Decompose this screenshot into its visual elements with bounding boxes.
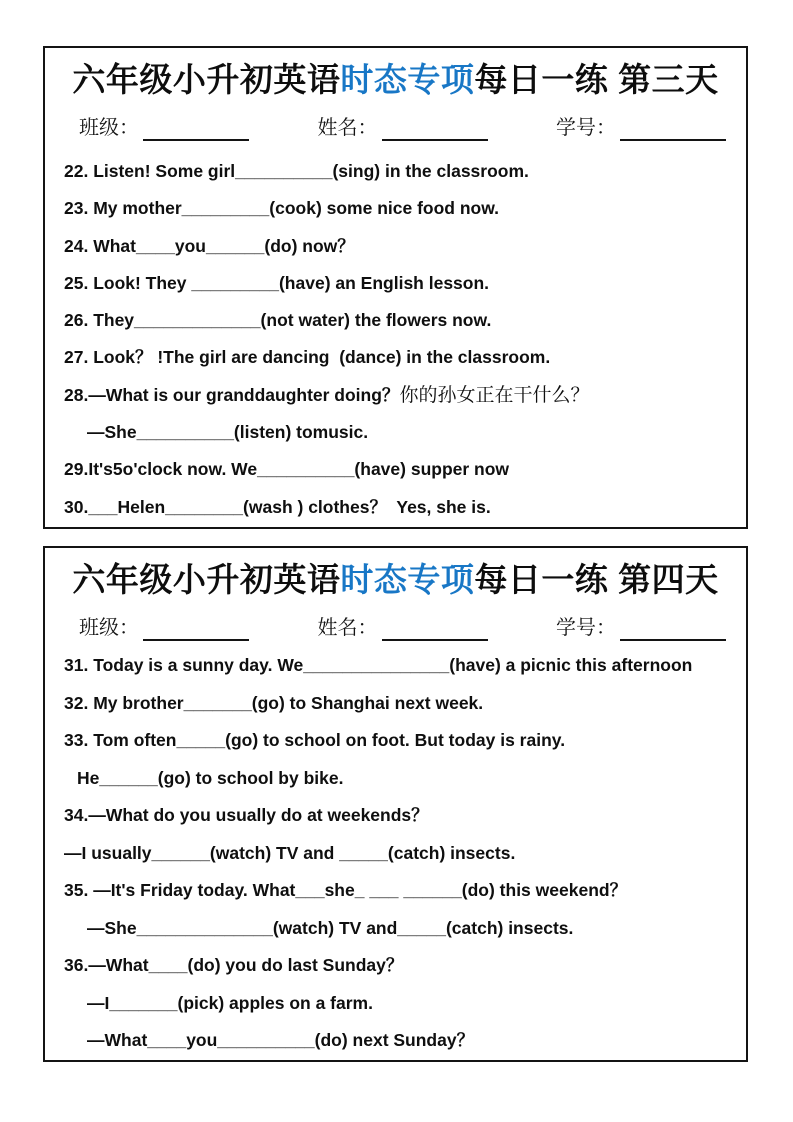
question-line — [64, 947, 732, 985]
class-field-blank-line — [143, 615, 249, 641]
question-text: 26. They_____________(not water) the flowers now. — [64, 310, 492, 331]
question-line — [64, 1022, 732, 1060]
question-text: He______(go) to school by bike. — [77, 767, 344, 788]
class-field — [79, 615, 249, 641]
question-text: 24. What____you______(do) now？ — [64, 235, 355, 256]
question-text: 27. Look？ !The girl are dancing (dance) in the classroom. — [64, 347, 551, 368]
title-prefix: 六年级小升初英语 — [72, 61, 341, 98]
question-text: 22. Listen! Some girl__________(sing) in the classroom. — [64, 161, 529, 181]
title-suffix: 每日一练 第三天 — [474, 61, 719, 98]
name-field-label: 姓名： — [317, 117, 378, 139]
title-highlight: 时态专项 — [340, 61, 475, 98]
question-text: 31. Today is a sunny day. We_______________(have) a picnic this afternoon — [64, 655, 693, 675]
question-line — [64, 985, 732, 1023]
worksheet-title-day3 — [51, 58, 740, 102]
question-list-day4 — [64, 647, 732, 1060]
class-field-label: 班级： — [79, 617, 139, 639]
question-line — [64, 835, 732, 873]
worksheet-day3-box — [43, 46, 748, 529]
question-text: 30.___Helen________(wash ) clothes？ Yes, she is. — [64, 496, 491, 517]
question-line — [64, 228, 732, 265]
class-field-blank-line — [143, 115, 249, 141]
worksheet-title-day4 — [51, 558, 740, 602]
name-field — [318, 115, 488, 141]
class-field-label: 班级： — [79, 117, 139, 139]
question-line — [64, 153, 732, 190]
title-suffix: 每日一练 第四天 — [474, 561, 719, 598]
question-text: —She__________(listen) tomusic. — [87, 422, 369, 443]
class-field — [79, 115, 249, 141]
question-text: 25. Look! They _________(have) an English lesson. — [64, 272, 490, 293]
question-line — [64, 647, 732, 685]
name-field-blank-line — [382, 615, 488, 641]
student-id-field-blank-line — [620, 615, 726, 641]
question-list-day3 — [64, 153, 732, 526]
question-text: —I_______(pick) apples on a farm. — [87, 992, 373, 1013]
question-text: 35. —It's Friday today. What___she_ ___ ______(do) this weekend？ — [64, 880, 628, 900]
student-id-field-label: 学号： — [556, 117, 616, 139]
name-field-label: 姓名： — [317, 617, 378, 639]
question-text: 29.It's5o'clock now. We__________(have) supper now — [64, 459, 510, 480]
question-line — [64, 451, 732, 488]
question-line — [64, 760, 732, 798]
question-line — [64, 414, 732, 451]
title-prefix: 六年级小升初英语 — [72, 561, 341, 598]
question-line — [64, 722, 732, 760]
question-text: 23. My mother_________(cook) some nice food now. — [64, 198, 500, 219]
question-text: —She______________(watch) TV and_____(catch) insects. — [87, 917, 574, 938]
question-line — [64, 265, 732, 302]
question-text: 33. Tom often_____(go) to school on foot. But today is rainy. — [64, 730, 566, 750]
name-field — [318, 615, 488, 641]
student-info-row — [79, 615, 726, 641]
student-info-row — [79, 115, 726, 141]
question-line — [64, 685, 732, 723]
worksheet-day4-box — [43, 546, 748, 1062]
question-text: 28.—What is our granddaughter doing？ — [64, 384, 400, 405]
name-field-blank-line — [382, 115, 488, 141]
question-line — [64, 797, 732, 835]
question-text: —I usually______(watch) TV and _____(catch) insects. — [64, 842, 516, 863]
student-id-field-blank-line — [620, 115, 726, 141]
question-text: 36.—What____(do) you do last Sunday？ — [64, 955, 404, 975]
question-line — [64, 190, 732, 227]
question-line — [64, 872, 732, 910]
question-text: 32. My brother_______(go) to Shanghai next week. — [64, 692, 484, 713]
question-text: —What____you__________(do) next Sunday？ — [87, 1030, 475, 1050]
question-text: 34.—What do you usually do at weekends？ — [64, 805, 429, 825]
question-line — [64, 339, 732, 376]
question-line — [64, 377, 732, 414]
question-line — [64, 910, 732, 948]
title-highlight: 时态专项 — [340, 561, 475, 598]
student-id-field — [556, 115, 726, 141]
question-line — [64, 489, 732, 526]
question-chinese-hint: 你的孙女正在干什么？ — [399, 383, 590, 406]
student-id-field — [556, 615, 726, 641]
question-line — [64, 302, 732, 339]
student-id-field-label: 学号： — [556, 617, 616, 639]
